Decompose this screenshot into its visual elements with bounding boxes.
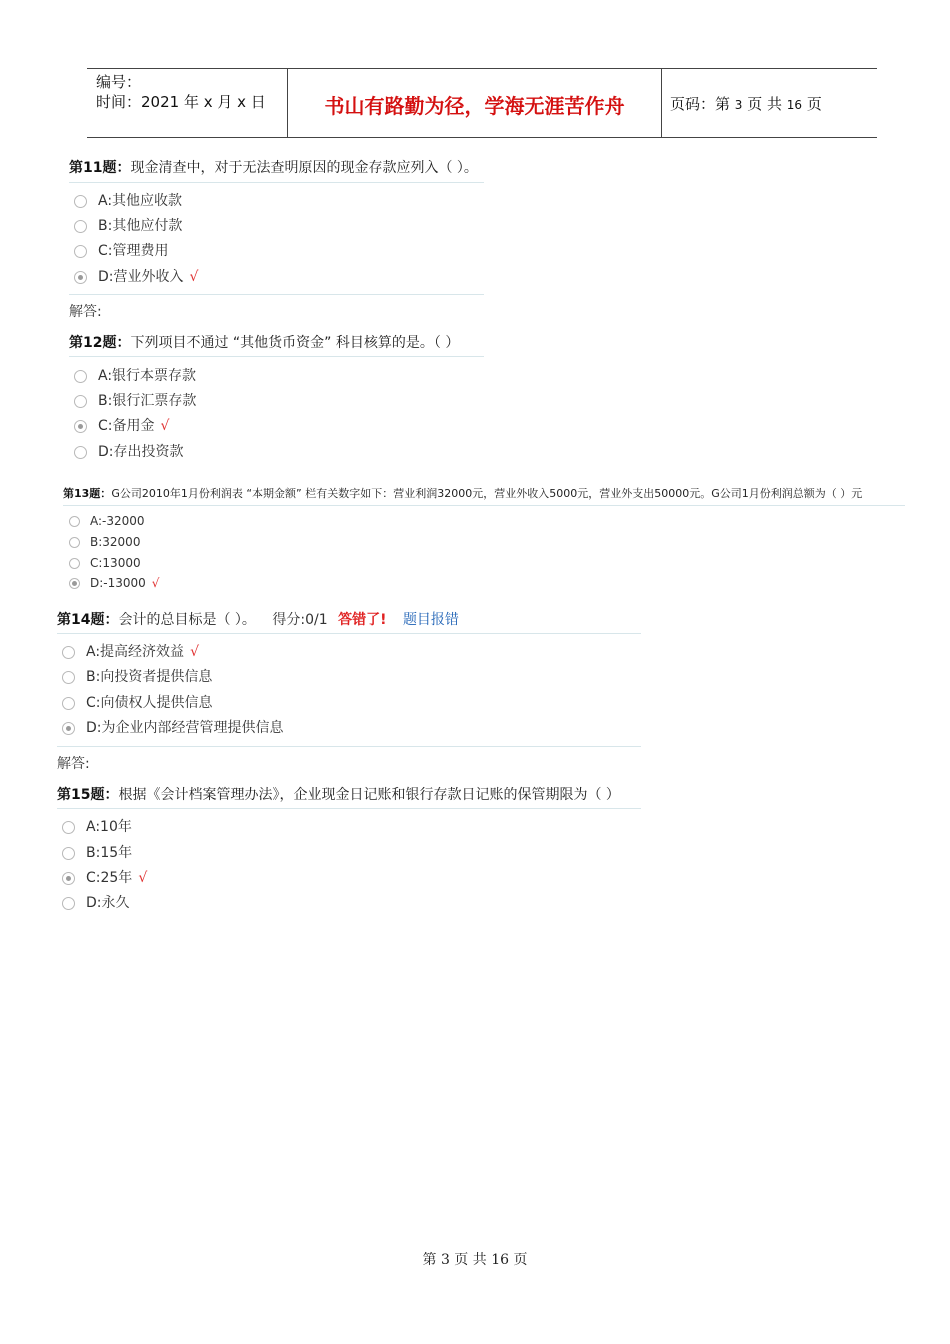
radio-icon[interactable]: [69, 516, 80, 527]
question-number: 第13题：: [63, 487, 112, 500]
radio-icon[interactable]: [69, 558, 80, 569]
radio-icon[interactable]: [74, 370, 87, 383]
page-info: [670, 93, 822, 114]
wrong-label: 答错了!: [338, 612, 387, 628]
option-b[interactable]: B:15年: [62, 843, 132, 863]
question-13: [63, 482, 905, 594]
question-text: G公司2010年1月份利润表 “本期金额” 栏有关数字如下：营业利润32000元，营业外收入5000元，营业外支出50000元。G公司1月份利润总额为（ ）元: [111, 487, 863, 500]
page-total: 16: [786, 98, 803, 112]
radio-selected-icon[interactable]: [62, 722, 75, 735]
question-title: [63, 485, 862, 501]
option-a[interactable]: A:提高经济效益 √: [62, 642, 199, 662]
option-c[interactable]: C:向债权人提供信息: [62, 693, 213, 713]
question-title: [57, 784, 620, 804]
checkmark-icon: √: [190, 644, 199, 660]
radio-icon[interactable]: [74, 245, 87, 258]
page-prefix: 页码：第: [670, 95, 731, 113]
question-title: [69, 332, 459, 352]
score-label: 得分:0/1: [272, 612, 328, 628]
option-b[interactable]: B:银行汇票存款: [74, 391, 196, 411]
question-title: [69, 157, 478, 177]
time-label: 时间：2021 年 x 月 x 日: [96, 93, 266, 111]
radio-selected-icon[interactable]: [74, 271, 87, 284]
number-label: 编号：: [96, 73, 142, 91]
checkmark-icon: √: [138, 870, 148, 886]
question-number: 第14题：: [57, 612, 119, 628]
divider: [57, 746, 641, 747]
option-c[interactable]: C:备用金 √: [74, 416, 169, 436]
question-text: 下列项目不通过 “其他货币资金” 科目核算的是。（ ）: [130, 335, 460, 351]
page-mid: 页 共: [747, 95, 782, 113]
option-a[interactable]: A:-32000: [69, 512, 145, 530]
radio-icon[interactable]: [62, 897, 75, 910]
question-text: 会计的总目标是（ ）。: [118, 612, 256, 628]
page-header: [87, 68, 877, 138]
page-footer: 第 3 页 共 16 页: [422, 1252, 528, 1268]
header-meta: [87, 69, 287, 137]
question-number: 第12题：: [69, 335, 131, 351]
divider: [69, 182, 484, 183]
divider: [69, 356, 484, 357]
option-d[interactable]: D:-13000 √: [69, 574, 159, 592]
radio-icon[interactable]: [74, 220, 87, 233]
option-d[interactable]: D:营业外收入 √: [74, 267, 198, 287]
question-number: 第11题：: [69, 160, 131, 176]
question-text: 根据《会计档案管理办法》，企业现金日记账和银行存款日记账的保管期限为（ ）: [118, 787, 620, 803]
divider: [57, 808, 641, 809]
checkmark-icon: √: [151, 576, 160, 590]
answer-label: 解答:: [57, 756, 90, 772]
option-c[interactable]: C:25年 √: [62, 868, 147, 888]
checkmark-icon: √: [160, 418, 170, 434]
option-a[interactable]: A:10年: [62, 817, 132, 837]
radio-selected-icon[interactable]: [69, 578, 80, 589]
header-motto-cell: [287, 69, 662, 137]
question-12: [69, 326, 484, 466]
question-text: 现金清查中，对于无法查明原因的现金存款应列入（ ）。: [130, 160, 478, 176]
radio-icon[interactable]: [74, 446, 87, 459]
divider: [63, 505, 905, 506]
answer-label: 解答:: [69, 304, 102, 320]
checkmark-icon: √: [189, 269, 199, 285]
question-number: 第15题：: [57, 787, 119, 803]
divider: [57, 633, 641, 634]
question-15: [57, 777, 641, 917]
radio-icon[interactable]: [62, 697, 75, 710]
page-current: 3: [734, 98, 743, 112]
radio-icon[interactable]: [69, 537, 80, 548]
header-page-cell: [661, 69, 877, 137]
report-error-link[interactable]: 题目报错: [402, 612, 459, 628]
option-b[interactable]: B:其他应付款: [74, 216, 182, 236]
question-title: [57, 609, 459, 629]
question-11: [69, 152, 484, 322]
option-c[interactable]: C:管理费用: [74, 241, 169, 261]
radio-selected-icon[interactable]: [74, 420, 87, 433]
option-b[interactable]: B:向投资者提供信息: [62, 667, 212, 687]
option-a[interactable]: A:银行本票存款: [74, 366, 196, 386]
radio-icon[interactable]: [62, 847, 75, 860]
radio-selected-icon[interactable]: [62, 872, 75, 885]
divider: [69, 294, 484, 295]
option-c[interactable]: C:13000: [69, 554, 141, 572]
radio-icon[interactable]: [62, 821, 75, 834]
motto: 书山有路勤为径，学海无涯苦作舟: [324, 94, 625, 118]
option-d[interactable]: D:永久: [62, 893, 130, 913]
radio-icon[interactable]: [74, 395, 87, 408]
radio-icon[interactable]: [62, 671, 75, 684]
radio-icon[interactable]: [62, 646, 75, 659]
option-d[interactable]: D:为企业内部经营管理提供信息: [62, 718, 284, 738]
option-a[interactable]: A:其他应收款: [74, 191, 182, 211]
page-suffix: 页: [806, 95, 822, 113]
radio-icon[interactable]: [74, 195, 87, 208]
option-d[interactable]: D:存出投资款: [74, 442, 184, 462]
option-b[interactable]: B:32000: [69, 533, 140, 551]
question-14: [57, 605, 641, 775]
